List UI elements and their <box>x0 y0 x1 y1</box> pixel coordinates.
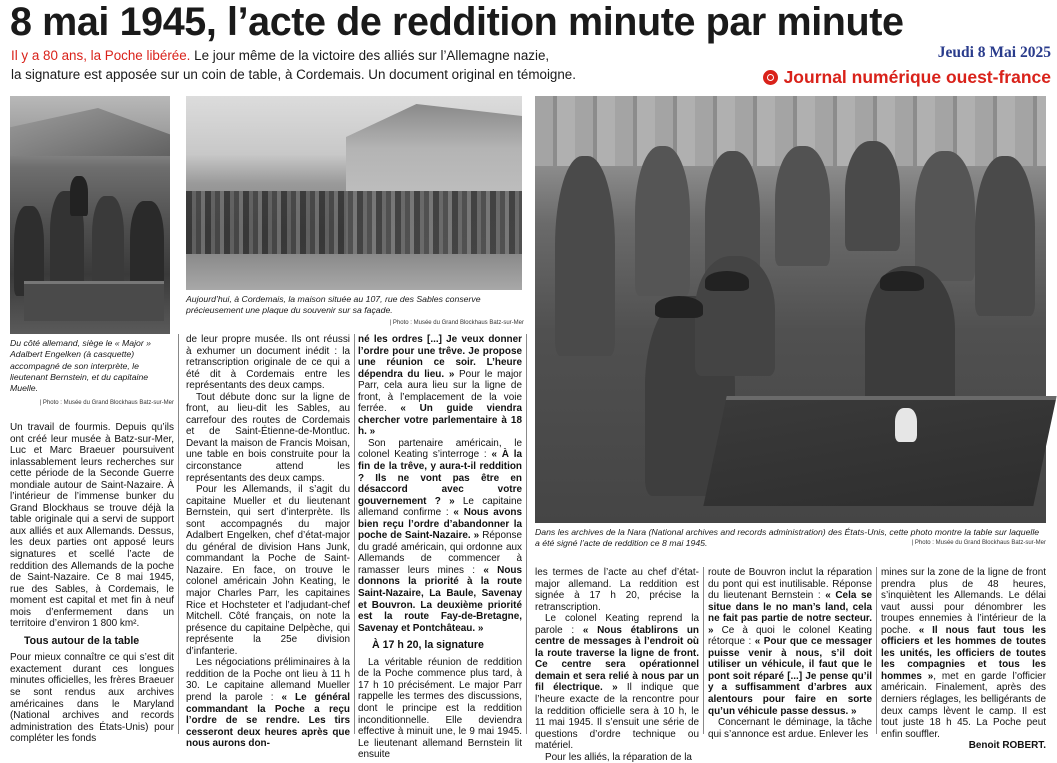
caption-middle: Aujourd’hui, à Cordemais, la maison située au 107, rue des Sables conserve précieusement une plaque du souvenir sur sa façade. <box>186 294 481 316</box>
column-rule <box>354 334 355 734</box>
col3-p1-quote-2: « Un guide viendra chercher votre parlementaire à 18 h. » <box>358 403 523 438</box>
brand-label: Journal numérique ouest-france <box>783 67 1051 87</box>
column-rule <box>876 567 877 734</box>
credit-right: | Photo : Musée du Grand Blockhaus Batz-sur-Mer <box>911 540 1046 546</box>
column-2 <box>186 334 350 750</box>
col3-p2-text-2: Le capitaine allemand confirme : <box>358 495 523 519</box>
caption-right: Dans les archives de la Nara (National archives and records administration) des États-Unis, cette photo montre la table sur laquelle a été signé l’acte de reddition ce 8 mai 1945. <box>535 527 1040 549</box>
photo-german-delegation <box>10 96 170 334</box>
column-3 <box>358 334 522 761</box>
column-rule <box>703 567 704 734</box>
col3-paragraph-2 <box>358 438 522 634</box>
byline: Benoit ROBERT. <box>968 740 1046 752</box>
col3-p1-quote: né les ordres [...] Je veux donner l’ordre pour une trêve. Je propose une réunion ce soir. L’heure dépendra du lieu. » <box>358 334 522 380</box>
column-6 <box>881 567 1046 752</box>
col1-subhead: Tous autour de la table <box>24 634 140 647</box>
col2-p4-text: Les négociations préliminaires à la reddition de la Poche ont lieu à 11 h 30. Le capitaine allemand Mueller prend la parole : <box>186 657 350 703</box>
credit-middle: | Photo : Musée du Grand Blockhaus Batz-sur-Mer <box>389 320 524 326</box>
col4-p2-quote: « Nous établirons un centre de messages à l’endroit où la route traverse la ligne de front. Ce centre sera opérationnel demain et sera relié à nous par un fil électrique. » <box>535 624 699 694</box>
col5-paragraph-2: Concernant le déminage, la tâche qui s’annonce est ardue. Enlever les <box>708 717 872 740</box>
column-1 <box>10 422 174 745</box>
col4-paragraph-2 <box>535 613 699 752</box>
deck <box>11 47 701 84</box>
col4-paragraph-3: Pour les alliés, la réparation de la <box>545 751 692 763</box>
column-4 <box>535 567 699 763</box>
deck-kicker: Il y a 80 ans, la Poche libérée. <box>11 48 191 63</box>
col5-p1-quote-2: « Pour que ce messager puisse venir à nous, s’il doit utiliser un véhicule, il faut que le pont soit réparé [...] Je pense qu’il y a suffisamment d’arbres aux alentours pour faire en sorte qu’un véhicule passe dessus. » <box>708 636 872 717</box>
headline: 8 mai 1945, l’acte de reddition minute par minute <box>10 0 904 44</box>
credit-left: | Photo : Musée du Grand Blockhaus Batz-sur-Mer <box>39 400 174 406</box>
ouest-france-logo-icon <box>763 70 778 85</box>
col3-p2-text-3: Réponse du gradé américain, qui ordonne aux Allemands de commencer à ramasser leurs mines : <box>358 530 522 576</box>
col6-p1-text: mines sur la zone de la ligne de front prendra plus de 48 heures, s’inquiètent les Allemands. Le délai vaut aussi pour dénombrer les troupes ennemies à l’intérieur de la poche. <box>881 567 1046 636</box>
col2-p4-quote: « Le général commandant la Poche a reçu l’ordre de se rendre. Les tirs cesseront deux heures après que nous aurons don- <box>186 691 350 750</box>
col6-p1-text-2: , met en garde l’officier américain. Finalement, après des derniers réglages, les belligérants de deux camps lèvent le camp. Il est tout juste 18 h 45. La Poche peut enfin souffler. <box>881 670 1046 740</box>
col3-p1-text: Pour le major Parr, cela aura lieu sur la ligne de front, à l’emplacement de la voie ferrée. <box>358 368 523 415</box>
col2-paragraph-2: Tout débute donc sur la ligne de front, au lieu-dit les Sables, au carrefour des routes de Cordemais et de Saint-Étienne-de-Montluc. Devant la maison de Francis Moisan, une table en bois construite pour la circonstance attend les représentants des deux camps. <box>186 391 350 484</box>
dateline: Jeudi 8 Mai 2025 <box>937 44 1051 61</box>
col2-paragraph-4 <box>186 657 350 749</box>
column-rule <box>526 334 527 734</box>
col5-paragraph-1 <box>708 567 872 717</box>
photo-surrender-table <box>535 96 1046 523</box>
brand <box>700 66 1051 88</box>
col6-paragraph-1 <box>881 567 1046 740</box>
col5-p1-quote: « Cela se situe dans le no man’s land, cela ne fait pas partie de notre secteur. » <box>708 590 872 636</box>
photo-cordemais-house <box>186 96 522 290</box>
col1-paragraph-1: Un travail de fourmis. Depuis qu’ils ont créé leur musée à Batz-sur-Mer, Luc et Marc Braeuer poursuivent inlassablement leurs recherches sur cette période de la Seconde Guerre mondiale autour de Saint-Nazaire. À l’intérieur de l’immense bunker du Grand Blockhaus se trouve déjà la table originale qui a servi de support aux alliés et aux Allemands. Dessus, les deux parties ont apposé leurs signatures et scellé l’acte de reddition des Allemands de la poche de Saint-Nazaire. Ce 8 mai 1945, rue des Sables, à Cordemais, le moment est capital et met fin à neuf mois d’enfermement dans un territoire d’environ 1 800 km². <box>10 422 174 630</box>
col3-p2-quote-3: « Nous donnons la priorité à la route Saint-Nazaire, La Baule, Savenay et Bouvron. La deuxième priorité est la route Fay-de-Bretagne, Savenay et Pontchâteau. » <box>358 564 522 634</box>
column-rule <box>178 334 179 734</box>
col3-paragraph-1 <box>358 334 522 438</box>
col6-p1-quote: « Il nous faut tous les officiers et les hommes de toutes les unités, les officiers de toutes les compagnies et tous les hommes » <box>881 624 1046 682</box>
col3-paragraph-3: La véritable réunion de reddition de la Poche commence plus tard, à 17 h 10 précisément. Le major Parr rappelle les termes des discussions, dont le principe est la reddition inconditionnelle. Elle deviendra effective à minuit une, le 9 mai 1945. Le lieutenant allemand Bernstein lit ensuite <box>358 656 522 761</box>
col2-paragraph-1: de leur propre musée. Ils ont réussi à exhumer un document inédit : la retranscription originale de ce qui a été dit à Cordemais entre les représentants des deux camps. <box>186 334 350 392</box>
column-5 <box>708 567 872 740</box>
caption-left: Du côté allemand, siège le « Major » Adalbert Engelken (à casquette) accompagné de son interprète, le lieutenant Bernstein, et du capitaine Muelle. <box>10 338 152 394</box>
col5-p1-text-2: Ce à quoi le colonel Keating rétorque : <box>708 624 872 648</box>
col3-p2-quote: « À la fin de la trêve, y aura-t-il reddition ? Ils ne vont pas être en désaccord avec votre gouvernement ? » <box>358 449 522 507</box>
col3-p2-text: Son partenaire américain, le colonel Keating s’interroge : <box>358 437 522 461</box>
col5-p1-text: route de Bouvron inclut la réparation du pont qui est inutilisable. Réponse du lieutenant Bernstein : <box>708 567 872 602</box>
col4-p2-text-2: Il indique que l’heure exacte de la rencontre pour la reddition officielle sera à 10 h, le 11 mai 1945. Il s’ensuit une série de questions d’ordre technique ou matériel. <box>535 682 699 752</box>
col4-paragraph-1: les termes de l’acte au chef d’état-major allemand. La reddition est signée à 17 h 20, précise la retranscription. <box>535 567 699 613</box>
deck-line-1: Le jour même de la victoire des alliés sur l’Allemagne nazie, <box>190 48 550 63</box>
col2-paragraph-3: Pour les Allemands, il s’agit du capitaine Mueller et du lieutenant Bernstein, qui sert d’interprète. Ils sont accompagnés du major Adalbert Engelken, chef d’état-major du général de division Hans Junk, commandant la Poche de Saint-Nazaire. En face, on trouve le colonel américain John Keating, le major Charles Parr, les capitaines Rice et Hochsteter et l’adjudant-chef Mitchell. Côté français, on note la présence du capitaine Delpèche, qui représente la 25e division d’infanterie. <box>186 484 350 657</box>
col3-p2-quote-2: « Nous avons bien reçu l’ordre d’abandonner la poche de Saint-Nazaire. » <box>358 507 522 542</box>
col3-subhead: À 17 h 20, la signature <box>372 639 484 652</box>
col4-p2-text: Le colonel Keating reprend la parole : <box>535 613 699 636</box>
col1-paragraph-2: Pour mieux connaître ce qui s’est dit exactement durant ces longues minutes officielles, les frères Braeuer se sont rendus aux archives américaines dans le Maryland (National archives and records administration des États-Unis) pour compléter les fonds <box>10 652 174 745</box>
deck-line-2: la signature est apposée sur un coin de table, à Cordemais. Un document original en témoigne. <box>11 66 576 82</box>
